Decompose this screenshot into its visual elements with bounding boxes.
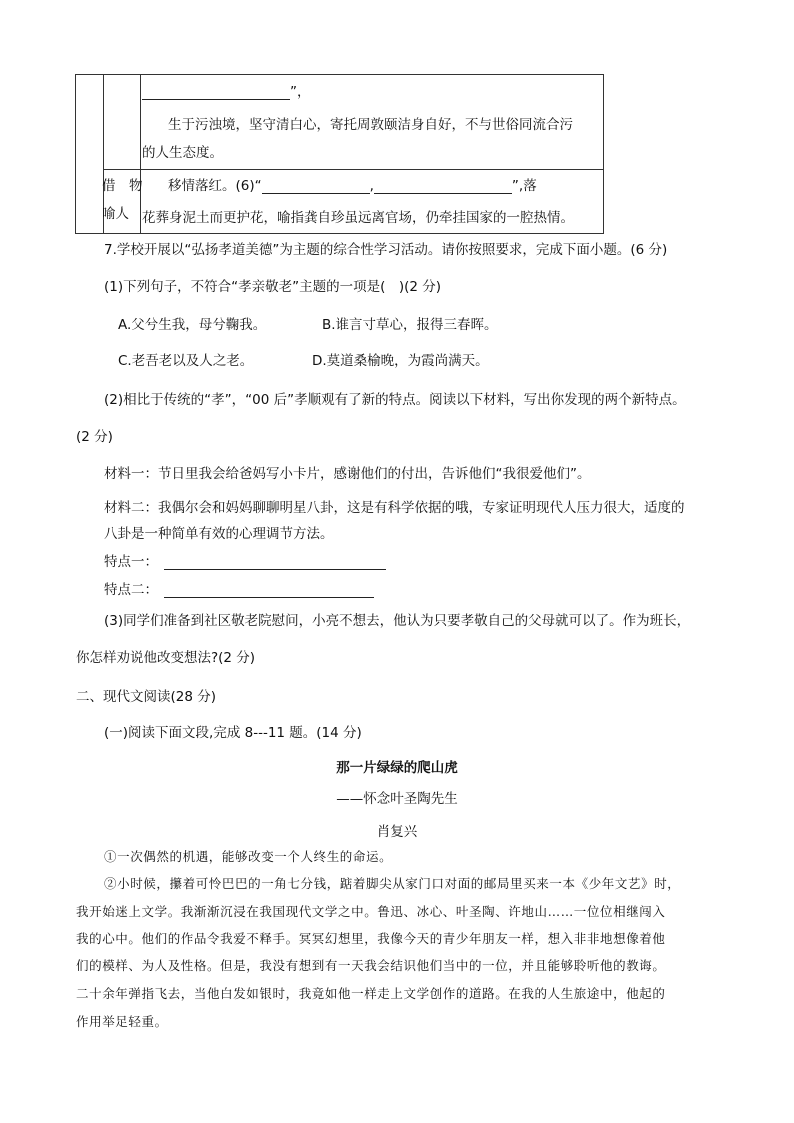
q7-material2-line2: 八卦是一种简单有效的心理调节方法。: [104, 526, 334, 542]
q7-intro: 7.学校开展以“弘扬孝道美德”为主题的综合性学习活动。请你按照要求，完成下面小题。(6 分): [104, 242, 668, 258]
table-row-divider: [103, 169, 603, 170]
table-row1-line3: 的人生态度。: [142, 145, 223, 161]
table-row1-line1: ”，: [142, 80, 311, 100]
q7-sub3-line2: 你怎样劝说他改变想法?(2 分): [76, 650, 256, 666]
q7-sub2-line2: (2 分): [76, 429, 113, 445]
section2-heading: 二、现代文阅读(28 分): [76, 689, 217, 705]
answer-blank-6b[interactable]: [374, 178, 512, 194]
q7-option-d[interactable]: D.莫道桑榆晚，为霞尚满天。: [312, 353, 489, 369]
article-p2-line3: 我的心中。他们的作品令我爱不释手。冥冥幻想里，我像今天的青少年朋友一样，想入非非地想像着他: [76, 931, 666, 946]
q7-material1: 材料一：节日里我会给爸妈写小卡片，感谢他们的付出，告诉他们“我很爱他们”。: [104, 466, 591, 482]
q7-sub2-line1: (2)相比于传统的“孝”，“00 后”孝顺观有了新的特点。阅读以下材料，写出你发现的两个新特点。: [104, 392, 686, 408]
q7-sub1: (1)下列句子，不符合“孝亲敬老”主题的一项是( )(2 分): [104, 279, 442, 295]
article-paragraph-1: ①一次偶然的机遇，能够改变一个人终生的命运。: [104, 849, 393, 864]
q7-material2-line1: 材料二：我偶尔会和妈妈聊聊明星八卦，这是有科学依据的哦，专家证明现代人压力很大，适度的: [104, 500, 685, 516]
article-p2-line1: ②小时候，攥着可怜巴巴的一角七分钱，踮着脚尖从家门口对面的邮局里买来一本《少年文艺》时，: [104, 876, 681, 891]
answer-blank[interactable]: [142, 84, 290, 100]
article-author: 肖复兴: [376, 824, 418, 840]
q7-option-c[interactable]: C.老吾老以及人之老。: [118, 353, 254, 369]
feature2-blank[interactable]: [164, 582, 374, 598]
table-col-divider-2: [140, 75, 141, 233]
article-p2-line2: 我开始迷上文学。我渐渐沉浸在我国现代文学之中。鲁迅、冰心、叶圣陶、许地山……一位位相继闯入: [76, 904, 666, 919]
table-row1-line2: 生于污浊境，坚守清白心，寄托周敦颐洁身自好，不与世俗同流合污: [168, 117, 573, 133]
article-subtitle: ——怀念叶圣陶先生: [336, 791, 458, 807]
table-row2-label-a: 借 物: [102, 178, 143, 194]
q7-option-b[interactable]: B.谁言寸草心，报得三春晖。: [322, 317, 498, 333]
table-row2-label-b: 喻人: [102, 206, 129, 222]
q7-feature2: 特点二：: [104, 578, 374, 598]
q7-option-a[interactable]: A.父兮生我，母兮鞠我。: [118, 317, 267, 333]
table-row2-line1: 移情落红。(6)“ , ”,落: [168, 178, 537, 194]
article-title: 那一片绿绿的爬山虎: [336, 760, 458, 776]
q7-feature1: 特点一：: [104, 550, 386, 570]
table-row2-line2: 花葬身泥土而更护花，喻指龚自珍虽远离官场，仍牵挂国家的一腔热情。: [142, 210, 574, 226]
article-p2-line5: 二十余年弹指飞去，当他白发如银时，我竟如他一样走上文学创作的道路。在我的人生旅途中，他起的: [76, 986, 666, 1001]
article-p2-line4: 们的模样、为人及性格。但是，我没有想到有一天我会结识他们当中的一位，并且能够聆听他的教诲。: [76, 958, 666, 973]
feature1-blank[interactable]: [164, 554, 386, 570]
section2-part1: (一)阅读下面文段,完成 8---11 题。(14 分): [104, 725, 362, 741]
answer-blank-6a[interactable]: [262, 178, 370, 194]
q7-sub3-line1: (3)同学们准备到社区敬老院慰问，小亮不想去，他认为只要孝敬自己的父母就可以了。作为班长，: [104, 613, 691, 629]
article-p2-line6: 作用举足轻重。: [76, 1014, 168, 1029]
